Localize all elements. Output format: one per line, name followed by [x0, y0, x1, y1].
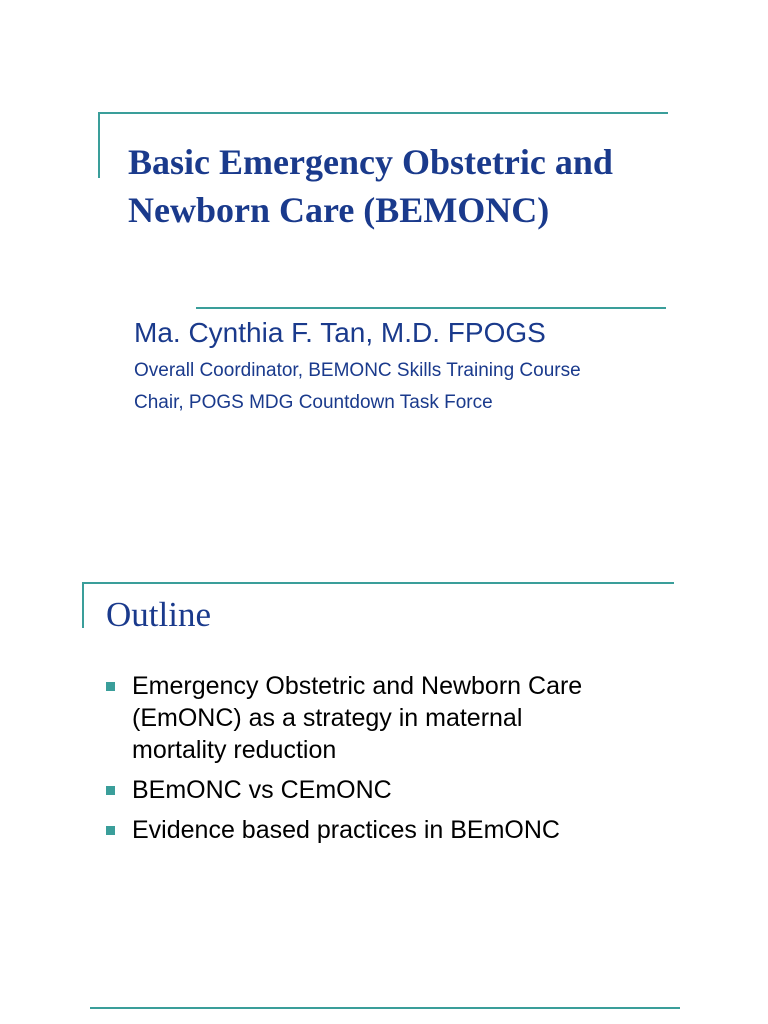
outline-item-text: [132, 670, 666, 766]
outline-item-line: Evidence based practices in BEmONC: [132, 816, 560, 844]
slide1-corner-rule: [98, 112, 100, 178]
slide2-top-rule: [82, 582, 674, 584]
outline-list: [106, 670, 666, 854]
outline-item-line: mortality reduction: [132, 736, 337, 764]
slide1-title: [128, 138, 688, 234]
slide1-title-line-2: Newborn Care (BEMONC): [128, 190, 550, 230]
outline-item: [106, 670, 666, 766]
square-bullet-icon: [106, 786, 115, 795]
outline-item: [106, 774, 666, 806]
author-role-2: Chair, POGS MDG Countdown Task Force: [134, 392, 493, 413]
slide1-divider-rule: [196, 307, 666, 309]
slide2-corner-rule: [82, 582, 84, 628]
slide1-title-line-1: Basic Emergency Obstetric and: [128, 142, 613, 182]
outline-item-line: Emergency Obstetric and Newborn Care: [132, 672, 583, 700]
slide1-top-rule: [98, 112, 668, 114]
outline-title: Outline: [106, 595, 211, 634]
author-name: Ma. Cynthia F. Tan, M.D. FPOGS: [134, 317, 546, 348]
outline-item-text: [132, 814, 666, 846]
square-bullet-icon: [106, 826, 115, 835]
outline-item-line: (EmONC) as a strategy in maternal: [132, 704, 523, 732]
author-role-1: Overall Coordinator, BEMONC Skills Training Course: [134, 360, 581, 381]
bottom-rule: [90, 1007, 680, 1009]
outline-item-line: BEmONC vs CEmONC: [132, 776, 392, 804]
outline-item-text: [132, 774, 666, 806]
outline-item: [106, 814, 666, 846]
square-bullet-icon: [106, 682, 115, 691]
